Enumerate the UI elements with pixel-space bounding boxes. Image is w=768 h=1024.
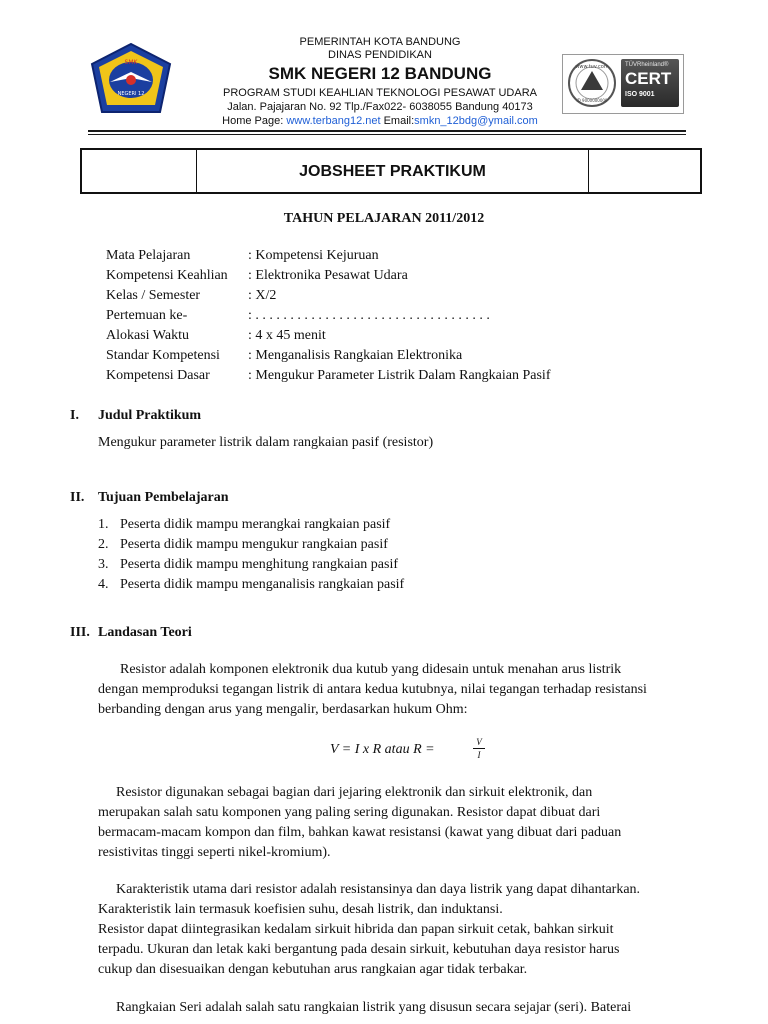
svg-text:ID 9000000000: ID 9000000000 — [576, 98, 608, 103]
fraction-bar — [473, 748, 485, 749]
svg-text:www.tuv.com: www.tuv.com — [575, 64, 609, 70]
list-number: 4. — [98, 577, 109, 592]
paragraph-line: terpadu. Ukuran dan letak kaki bergantung pada desain sirkuit, kebutuhan daya resistor harus — [98, 942, 620, 957]
paragraph-line: resistivitas tinggi seperti nikel-kromium). — [98, 845, 331, 860]
info-value: : 4 x 45 menit — [248, 328, 326, 343]
certification-badge — [562, 54, 684, 114]
paragraph-line: Karakteristik utama dari resistor adalah resistansinya dan daya listrik yang dapat dihantarkan. — [116, 882, 641, 897]
title-box — [80, 148, 702, 194]
cert-word: CERT — [625, 69, 672, 88]
judul-text: Mengukur parameter listrik dalam rangkaian pasif (resistor) — [98, 435, 434, 450]
section-title-judul: Judul Praktikum — [98, 408, 202, 423]
email-label: Email: — [380, 115, 415, 127]
cert-iso: ISO 9001 — [625, 91, 655, 98]
info-label: Kelas / Semester — [106, 288, 201, 303]
info-value: : X/2 — [248, 288, 277, 303]
cert-brand: TÜVRheinland® — [625, 62, 669, 68]
email-link[interactable]: smkn_12bdg@ymail.com — [414, 115, 538, 127]
list-item: Peserta didik mampu menghitung rangkaian pasif — [120, 557, 398, 572]
paragraph-line: cukup dan disesuaikan dengan kebutuhan arus rangkaian agar tidak terbakar. — [98, 962, 528, 977]
paragraph-line: merupakan salah satu komponen yang paling sering digunakan. Resistor dapat dibuat dari — [98, 805, 601, 820]
paragraph-line: bermacam-macam kompon dan film, bahkan kawat resistansi (kawat yang dibuat dari paduan — [98, 825, 622, 840]
title-box-divider-right — [588, 150, 589, 192]
list-item: Peserta didik mampu menganalisis rangkaian pasif — [120, 577, 405, 592]
list-number: 3. — [98, 557, 109, 572]
header-rule-thick — [88, 130, 686, 132]
formula-main: V = I x R atau R = — [330, 742, 435, 757]
svg-text:BANDUNG: BANDUNG — [118, 105, 144, 111]
address-line: Jalan. Pajajaran No. 92 Tlp./Fax022- 6038055 Bandung 40173 — [227, 101, 533, 113]
ohm-law-formula — [330, 737, 482, 760]
info-label: Mata Pelajaran — [106, 248, 191, 263]
contact-line — [180, 115, 580, 128]
paragraph-line: dengan memproduksi tegangan listrik di antara kedua kutubnya, nilai tegangan terhadap resistansi — [98, 682, 647, 697]
info-value: : . . . . . . . . . . . . . . . . . . . . . . . . . . . . . . . . . . — [248, 308, 490, 323]
paragraph-line: Karakteristik lain termasuk koefisien suhu, desah listrik, dan induktansi. — [98, 902, 503, 917]
section-title-landasan: Landasan Teori — [98, 625, 192, 640]
info-label: Kompetensi Dasar — [106, 368, 210, 383]
info-value: : Mengukur Parameter Listrik Dalam Rangkaian Pasif — [248, 368, 551, 383]
academic-year: TAHUN PELAJARAN 2011/2012 — [283, 211, 485, 226]
paragraph-line: Rangkaian Seri adalah salah satu rangkaian listrik yang disusun secara sejajar (seri). Baterai — [116, 1000, 632, 1015]
homepage-label: Home Page: — [222, 115, 287, 127]
fraction-denominator: I — [477, 750, 481, 760]
fraction-numerator: V — [476, 737, 482, 747]
svg-text:NEGERI 12: NEGERI 12 — [117, 91, 145, 97]
paragraph-line: Resistor adalah komponen elektronik dua kutub yang didesain untuk menahan arus listrik — [120, 662, 622, 677]
section-title-tujuan: Tujuan Pembelajaran — [98, 490, 229, 505]
paragraph-line: berbanding dengan arus yang mengalir, berdasarkan hukum Ohm: — [98, 702, 468, 717]
department-line: DINAS PENDIDIKAN — [328, 49, 432, 61]
government-line: PEMERINTAH KOTA BANDUNG — [299, 36, 461, 48]
section-number: II. — [70, 490, 85, 505]
header-rule-thin — [88, 134, 686, 135]
paragraph-line: Resistor dapat diintegrasikan kedalam sirkuit hibrida dan papan sirkuit cetak, bahkan sirkuit — [98, 922, 614, 937]
list-number: 1. — [98, 517, 109, 532]
section-number: I. — [70, 408, 79, 423]
info-label: Standar Kompetensi — [106, 348, 220, 363]
info-label: Pertemuan ke- — [106, 308, 188, 323]
school-name: SMK NEGERI 12 BANDUNG — [268, 64, 492, 83]
document-title: JOBSHEET PRAKTIKUM — [299, 163, 486, 180]
section-number: III. — [70, 625, 90, 640]
info-label: Kompetensi Keahlian — [106, 268, 228, 283]
paragraph-line: Resistor digunakan sebagai bagian dari jejaring elektronik dan sirkuit elektronik, dan — [116, 785, 593, 800]
school-emblem-icon — [88, 42, 174, 118]
formula-fraction — [473, 737, 485, 760]
list-item: Peserta didik mampu mengukur rangkaian pasif — [120, 537, 388, 552]
svg-text:SMK: SMK — [124, 59, 138, 66]
cert-panel — [621, 59, 679, 107]
info-label: Alokasi Waktu — [106, 328, 189, 343]
list-item: Peserta didik mampu merangkai rangkaian pasif — [120, 517, 391, 532]
info-value: : Elektronika Pesawat Udara — [248, 268, 408, 283]
list-number: 2. — [98, 537, 109, 552]
info-value: : Kompetensi Kejuruan — [248, 248, 379, 263]
info-value: : Menganalisis Rangkaian Elektronika — [248, 348, 463, 363]
homepage-link[interactable]: www.terbang12.net — [286, 115, 381, 127]
program-line: PROGRAM STUDI KEAHLIAN TEKNOLOGI PESAWAT UDARA — [223, 87, 537, 99]
tuv-seal-icon — [567, 58, 617, 108]
